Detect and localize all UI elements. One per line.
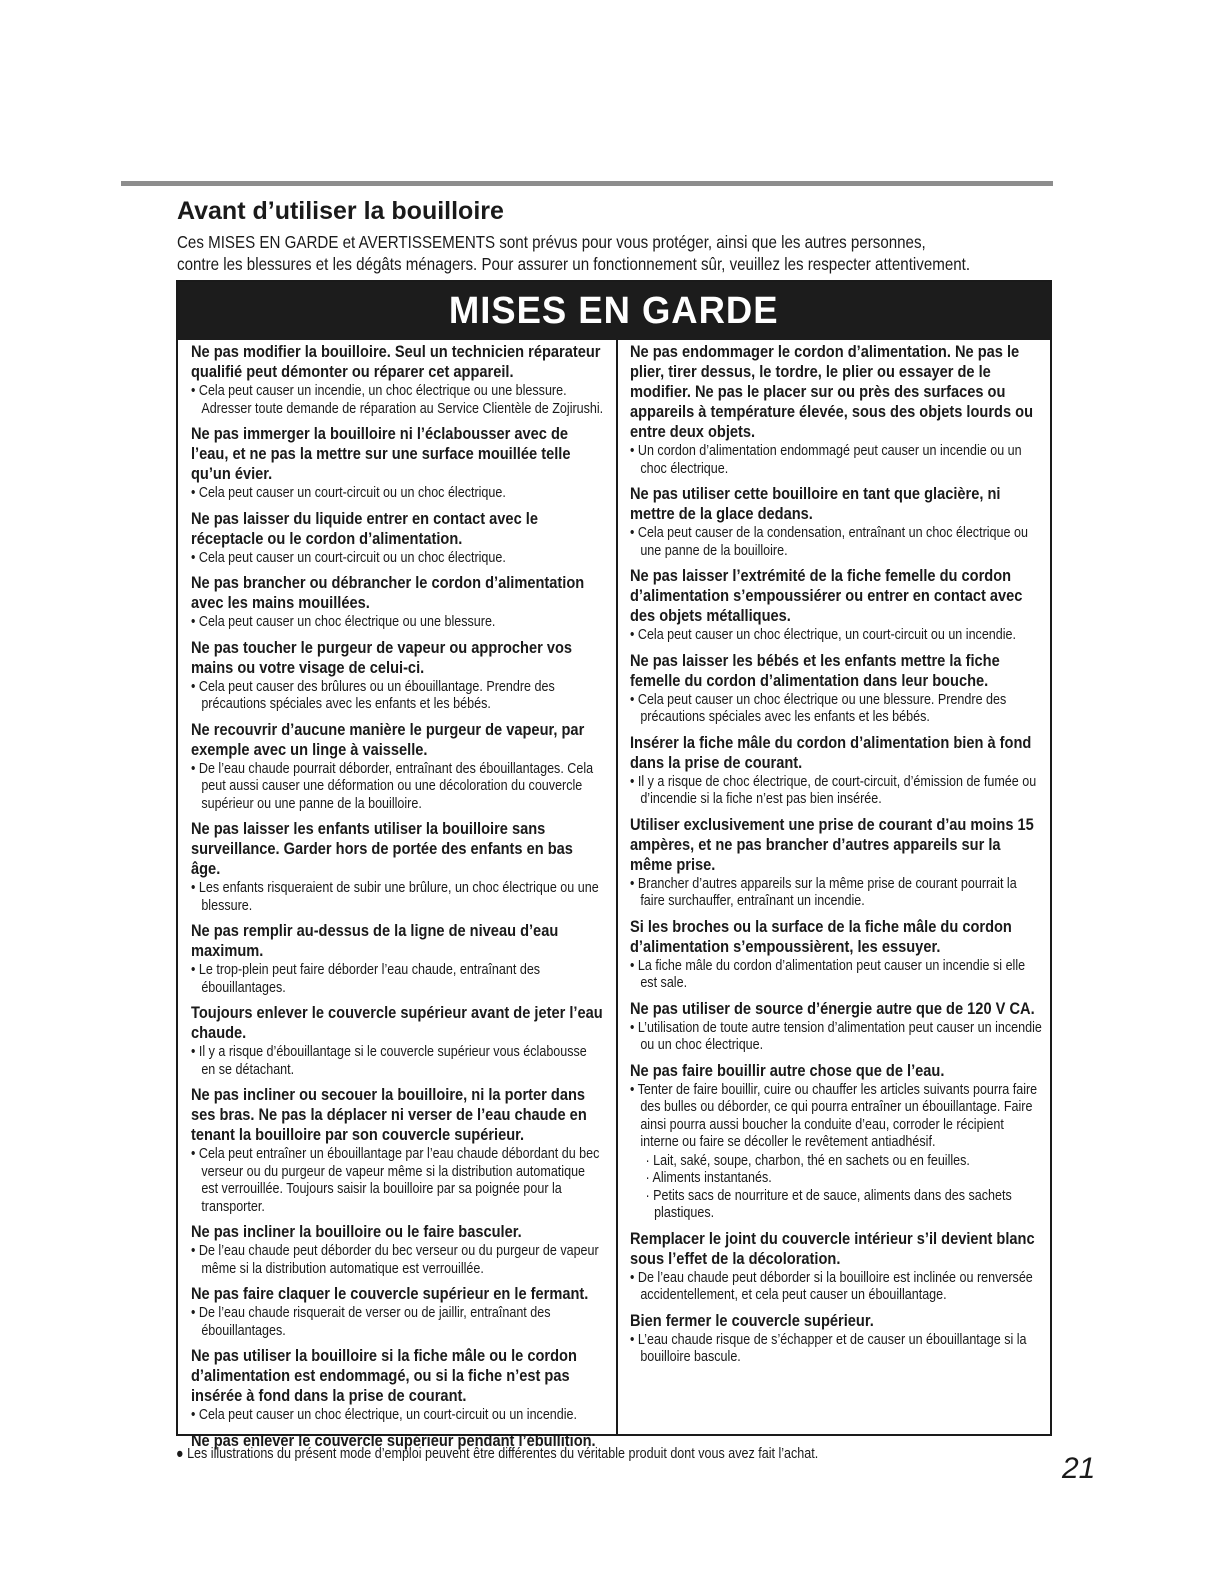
warning-note-text: Cela peut causer des brûlures ou un ébouillantage. Prendre des précautions spéciales avec les enfants et les bébés. [198,678,555,712]
dot-icon: · [645,1152,654,1169]
warning-note [191,1146,604,1216]
warning-title: Ne pas faire claquer le couvercle supérieur en le fermant. [191,1284,589,1303]
warning-title: Ne pas laisser les bébés et les enfants mettre la fiche femelle du cordon d’alimentation dans leur bouche. [630,650,1000,690]
warning-title: Ne pas remplir au-dessus de la ligne de niveau d’eau maximum. [191,921,559,960]
warning-note-text: Cela peut causer un court-circuit ou un choc électrique. [198,485,506,501]
warning-item [191,1003,604,1079]
sub-list-item [630,1188,1043,1223]
bullet-icon: • [191,760,199,777]
right-column [630,342,1110,1373]
warning-note-text: Tenter de faire bouillir, cuire ou chauffer les articles suivants pourra faire des bulles ou déborder, ce qui pourra entraîner un ébouillantage. Faire ainsi pourra aussi boucher la conduite d’eau, corroder le récipient interne ou faire se décoller le revêtement antiadhésif. [637,1081,1038,1150]
warning-title: Ne pas incliner la bouilloire ou le faire basculer. [191,1222,522,1241]
warning-note-text: Cela peut entraîner un ébouillantage par l’eau chaude débordant du bec verseur ou du purgeur de vapeur même si la distribution automatique est verrouillée. Toujours saisir la bouilloire par sa poignée pour la transporter. [198,1146,600,1215]
warning-note-text: La fiche mâle du cordon d’alimentation peut causer un incendie si elle est sale. [637,957,1026,991]
warning-note-text: L’eau chaude risque de s’échapper et de causer un ébouillantage si la bouilloire bascule. [637,1331,1027,1365]
warning-title: Ne pas endommager le cordon d’alimentation. Ne pas le plier, tirer dessus, le tordre, le plier ou essayer de le modifier. Ne pas le placer sur ou près des surfaces ou appareils à température élevée, sous des objets lourds ou entre deux objets. [630,342,1034,441]
warning-title: Ne pas brancher ou débrancher le cordon d’alimentation avec les mains mouillées. [191,573,585,612]
warnings-banner [178,282,1050,340]
warning-item [191,819,604,915]
bullet-icon: • [630,627,638,643]
sub-list-text: Aliments instantanés. [652,1170,772,1186]
bullet-icon: • [191,383,199,399]
intro-paragraph [177,231,971,275]
sub-list-item [630,1170,1043,1188]
warnings-heading: MISES EN GARDE [449,289,779,332]
warning-title: Ne pas incliner ou secouer la bouilloire, ni la porter dans ses bras. Ne pas la déplacer ni verser de l’eau chaude en tenant la bouilloire par son couvercle supérieur. [191,1085,587,1144]
warning-note-text: Les enfants risqueraient de subir une brûlure, un choc électrique ou une blessure. [198,880,599,914]
warning-note-text: Cela peut causer un choc électrique, un court-circuit ou un incendie. [198,1407,578,1423]
warning-title: Utiliser exclusivement une prise de courant d’au moins 15 ampères, et ne pas brancher d’autres appareils sur la même prise. [630,814,1034,874]
warning-note [630,958,1043,993]
warning-note [191,1305,604,1340]
warning-note-text: Cela peut causer un choc électrique ou une blessure. [198,614,496,630]
warning-note [191,962,604,997]
bullet-icon: • [630,443,638,459]
page-number: 21 [1062,1452,1096,1485]
warning-note [191,614,604,632]
warning-note-text: Cela peut causer un choc électrique, un court-circuit ou un incendie. [637,627,1017,643]
warning-item [191,1346,604,1425]
warning-title: Insérer la fiche mâle du cordon d’alimentation bien à fond dans la prise de courant. [630,732,1032,772]
intro-line: contre les blessures et les dégâts ménagers. Pour assurer un fonctionnement sûr, veuillez les respecter attentivement. [177,254,971,274]
warning-note-text: Un cordon d’alimentation endommagé peut causer un incendie ou un choc électrique. [637,443,1022,477]
warning-note [191,679,604,714]
bullet-icon: • [191,614,199,630]
warning-item [191,1284,604,1340]
warning-note [630,1020,1043,1055]
bullet-icon: • [630,1081,638,1098]
footnote-text: Les illustrations du présent mode d’emploi peuvent être différentes du véritable produit dont vous avez fait l’achat. [187,1446,819,1462]
warning-note-text: L’utilisation de toute autre tension d’alimentation peut causer un incendie ou un choc électrique. [637,1019,1042,1053]
bullet-icon: • [630,1269,638,1286]
warning-item [630,1229,1043,1305]
warning-note [191,880,604,915]
warning-note-text: De l’eau chaude pourrait déborder, entraînant des ébouillantages. Cela peut aussi causer une déformation ou une décoloration du couvercle supérieur ou une panne de la bouilloire. [198,760,594,812]
warning-title: Ne pas modifier la bouilloire. Seul un technicien réparateur qualifié peut démonter ou réparer cet appareil. [191,342,601,381]
bullet-icon: • [191,549,199,566]
warning-item [191,1085,604,1216]
sub-list [630,1153,1043,1223]
warning-item [630,566,1043,645]
warning-note-text: Cela peut causer de la condensation, entraînant un choc électrique ou une panne de la bouilloire. [637,525,1028,559]
bullet-icon: • [191,1305,199,1321]
warning-title: Toujours enlever le couvercle supérieur avant de jeter l’eau chaude. [191,1003,603,1042]
sub-list-text: Lait, saké, soupe, charbon, thé en sachets ou en feuilles. [653,1152,970,1169]
bullet-icon: • [191,1146,199,1162]
warning-title: Si les broches ou la surface de la fiche mâle du cordon d’alimentation s’empoussièrent, les essuyer. [630,916,1012,956]
warning-item [630,1061,1043,1223]
top-divider [121,181,1053,186]
dot-icon: · [645,1170,653,1186]
warning-note [630,774,1043,809]
page-title: Avant d’utiliser la bouilloire [177,197,504,225]
warning-note [630,1332,1043,1367]
warning-note [191,761,604,814]
dot-icon: · [645,1187,654,1204]
warning-title: Ne pas laisser du liquide entrer en contact avec le réceptacle ou le cordon d’alimentation. [191,508,538,548]
bullet-icon: • [630,525,638,541]
warning-title: Ne recouvrir d’aucune manière le purgeur de vapeur, par exemple avec un linge à vaisselle. [191,719,585,759]
warning-note-text: Le trop-plein peut faire déborder l’eau chaude, entraînant des ébouillantages. [198,962,541,996]
warning-title: Ne pas faire bouillir autre chose que de l’eau. [630,1060,945,1080]
warning-title: Remplacer le joint du couvercle intérieur s’il devient blanc sous l’effet de la décoloration. [630,1228,1035,1268]
left-column [191,342,671,1457]
bullet-icon: • [191,1044,199,1060]
warning-item [630,651,1043,727]
warning-item [630,733,1043,809]
bullet-icon: • [191,962,199,978]
warning-note [630,443,1043,478]
warning-title: Ne pas enlever le couvercle supérieur pendant l’ébullition. [191,1430,596,1450]
warning-note-text: De l’eau chaude peut déborder du bec verseur ou du purgeur de vapeur même si la distribution automatique est verrouillée. [198,1243,599,1277]
warning-item [630,484,1043,560]
warning-note-text: Cela peut causer un choc électrique ou une blessure. Prendre des précautions spéciales avec les enfants et les bébés. [637,691,1007,725]
warning-item [191,342,604,418]
warning-item [630,999,1043,1055]
warning-note [191,485,604,503]
warning-title: Ne pas toucher le purgeur de vapeur ou approcher vos mains ou votre visage de celui-ci. [191,637,573,677]
warning-note-text: Cela peut causer un incendie, un choc électrique ou une blessure. Adresser toute demande de réparation au Service Clientèle de Zojirushi. [198,383,604,417]
warning-note [191,383,604,418]
warning-title: Ne pas utiliser de source d’énergie autre que de 120 V CA. [630,998,1035,1018]
bullet-icon: • [191,678,199,695]
sub-list-item [630,1153,1043,1171]
warning-note [630,525,1043,560]
warning-item [630,342,1043,478]
warning-item [630,917,1043,993]
bullet-icon: • [191,880,199,896]
warning-item [630,815,1043,911]
warning-item [191,921,604,997]
warning-note [630,876,1043,911]
footnote: ● Les illustrations du présent mode d’emploi peuvent être différentes du véritable produit dont vous avez fait l’achat. [176,1446,819,1462]
warning-title: Ne pas utiliser la bouilloire si la fiche mâle ou le cordon d’alimentation est endommagé, ou si la fiche n’est pas insérée à fond dans la prise de courant. [191,1346,577,1405]
warning-note [191,1243,604,1278]
warning-note [191,1044,604,1079]
bullet-icon: • [191,1407,199,1423]
bullet-icon: • [191,1243,199,1259]
bullet-icon: • [630,1331,638,1348]
bullet-icon: • [630,875,638,892]
warning-note-text: De l’eau chaude risquerait de verser ou de jaillir, entraînant des ébouillantages. [198,1305,551,1339]
warning-note [630,692,1043,727]
bullet-icon: • [630,773,638,790]
warning-note-text: Brancher d’autres appareils sur la même prise de courant pourrait la faire surchauffer, entraînant un incendie. [637,875,1017,909]
warning-note [191,1407,604,1425]
warning-title: Ne pas immerger la bouilloire ni l’éclabousser avec de l’eau, et ne pas la mettre sur une surface mouillée telle qu’un évier. [191,424,571,483]
warning-note-text: Il y a risque de choc électrique, de court-circuit, d’émission de fumée ou d’incendie si la fiche n’est pas bien insérée. [637,773,1037,807]
warning-note [191,550,604,568]
warning-item [191,720,604,814]
bullet-icon: • [630,957,638,974]
warning-note-text: De l’eau chaude peut déborder si la bouilloire est inclinée ou renversée accidentellement, et cela peut causer un ébouillantage. [637,1269,1033,1303]
warning-note [630,627,1043,645]
warning-title: Ne pas laisser les enfants utiliser la bouilloire sans surveillance. Garder hors de portée des enfants en bas âge. [191,819,573,878]
warning-note-text: Cela peut causer un court-circuit ou un choc électrique. [198,549,506,566]
warning-item [191,424,604,503]
warning-note-text: Il y a risque d’ébouillantage si le couvercle supérieur vous éclabousse en se détachant. [198,1044,587,1078]
warning-item [630,1311,1043,1367]
warning-title: Bien fermer le couvercle supérieur. [630,1310,874,1330]
warning-title: Ne pas utiliser cette bouilloire en tant que glacière, ni mettre de la glace dedans. [630,484,1001,523]
warning-item [191,638,604,714]
warning-note [630,1270,1043,1305]
warning-item [191,1222,604,1278]
bullet-icon: • [630,1019,638,1036]
sub-list-text: Petits sacs de nourriture et de sauce, aliments dans des sachets plastiques. [653,1187,1012,1221]
warning-item [191,573,604,632]
warning-item [191,509,604,568]
warning-title: Ne pas laisser l’extrémité de la fiche femelle du cordon d’alimentation s’empoussiérer ou entrer en contact avec des objets métalliques. [630,566,1023,625]
warning-note [630,1082,1043,1152]
bullet-icon: • [191,485,199,501]
intro-line: Ces MISES EN GARDE et AVERTISSEMENTS sont prévus pour vous protéger, ainsi que les autres personnes, [177,232,926,252]
bullet-icon: • [630,691,638,708]
